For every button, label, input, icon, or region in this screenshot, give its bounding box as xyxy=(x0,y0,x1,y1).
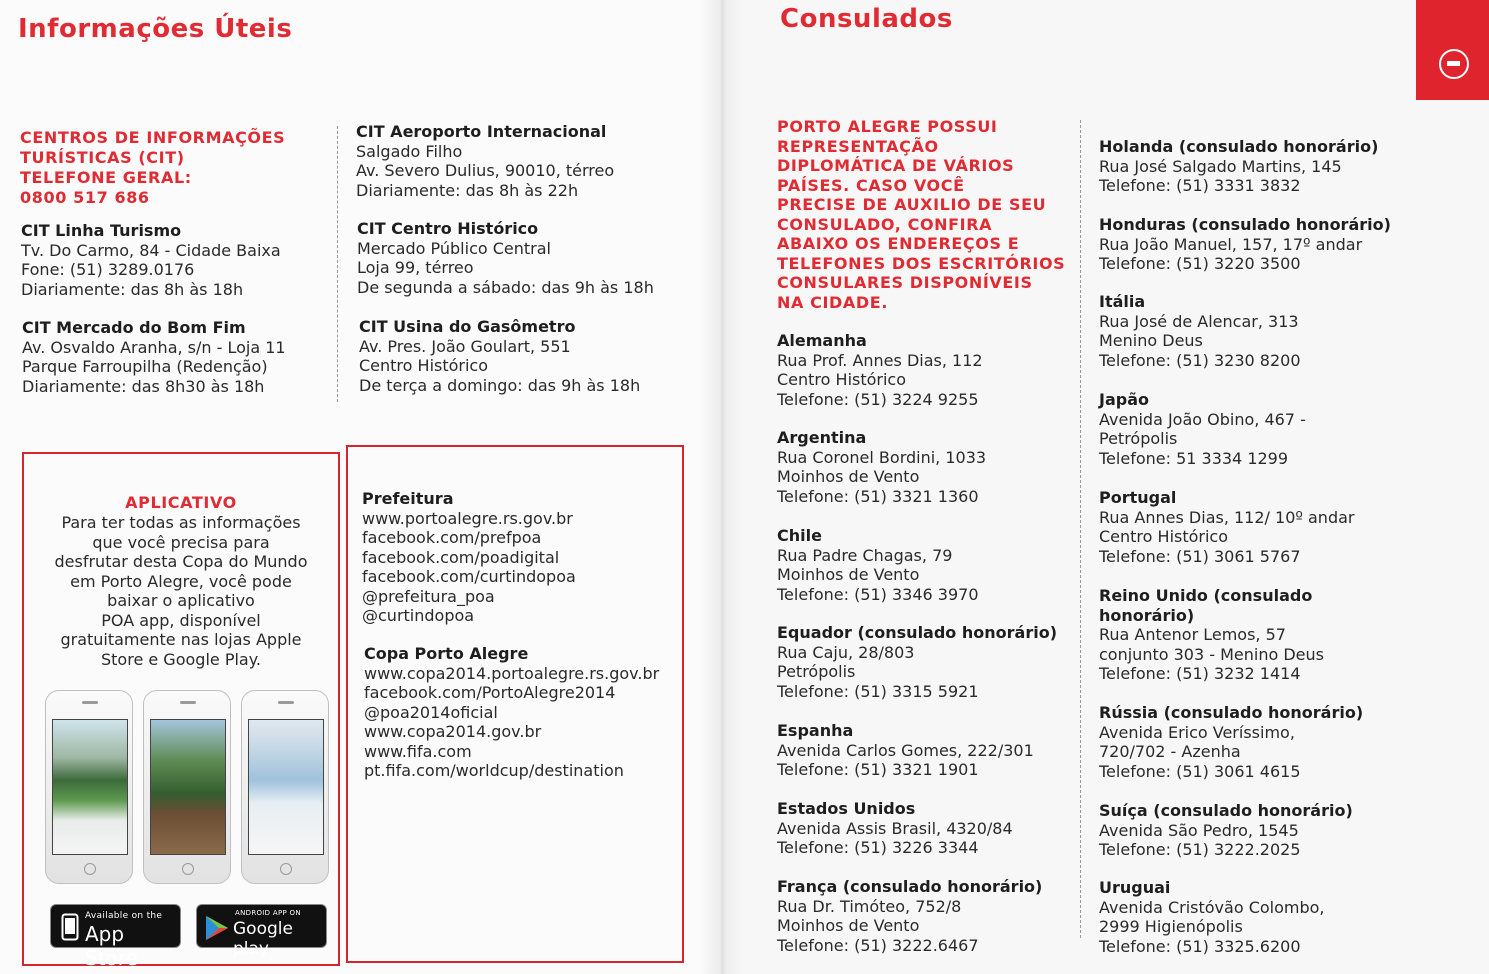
consulate-name: Uruguai xyxy=(1099,878,1171,897)
app-text-line: Store e Google Play. xyxy=(101,649,261,669)
consulate-line: Rua Caju, 28/803 xyxy=(777,642,915,662)
intro-line: PRECISE DE AUXILIO DE SEU xyxy=(777,195,1047,214)
consulate-line: Rua Antenor Lemos, 57 xyxy=(1099,625,1286,644)
consulate-line: Petrópolis xyxy=(777,662,856,681)
consulate-line: Moinhos de Vento xyxy=(777,565,920,584)
consulate-line: Rua Prof. Annes Dias, 112 xyxy=(777,350,983,370)
cit-line: Av. Pres. João Goulart, 551 xyxy=(359,336,571,356)
cit-line: Av. Severo Dulius, 90010, térreo xyxy=(356,161,615,180)
cit-line: Centro Histórico xyxy=(359,356,489,375)
intro-line: CONSULARES DISPONÍVEIS xyxy=(777,273,1033,292)
app-text-line: desfrutar desta Copa do Mundo xyxy=(54,552,308,571)
section-tab xyxy=(1416,0,1489,100)
intro-line: PAÍSES. CASO VOCÊ xyxy=(777,175,965,195)
cit-centro-historico xyxy=(357,219,654,297)
consulate-line: Telefone: (51) 3321 1360 xyxy=(777,486,979,506)
consulate-entry xyxy=(777,526,979,604)
consulate-line: Avenida Cristóvão Colombo, xyxy=(1099,897,1325,917)
cit-line: Salgado Filho xyxy=(356,141,463,161)
app-text-line: que você precisa para xyxy=(92,532,270,552)
cit-name: CIT Mercado do Bom Fim xyxy=(22,318,246,337)
app-store-small-text: Available on the xyxy=(85,911,163,921)
consulate-line: 720/702 - Azenha xyxy=(1099,742,1241,761)
intro-line: ABAIXO OS ENDEREÇOS E xyxy=(777,234,1020,253)
consulate-entry xyxy=(1099,137,1378,196)
consulate-line: Moinhos de Vento xyxy=(777,467,920,486)
phone-image xyxy=(45,690,133,884)
consulate-line: Telefone: (51) 3222.6467 xyxy=(777,935,979,955)
consulate-name: Argentina xyxy=(777,428,867,447)
consulate-line: Avenida Erico Veríssimo, xyxy=(1099,722,1295,742)
intro-line: NA CIDADE. xyxy=(777,292,888,312)
consulate-line: Telefone: (51) 3232 1414 xyxy=(1099,664,1301,683)
cit-line: Diariamente: das 8h30 às 18h xyxy=(22,376,265,396)
google-play-badge[interactable] xyxy=(196,904,327,959)
phone-icon xyxy=(61,913,79,941)
consulate-line: Telefone: (51) 3321 1901 xyxy=(777,760,979,779)
cit-header-line: CENTROS DE INFORMAÇÕES xyxy=(20,128,286,147)
app-text-line: baixar o aplicativo xyxy=(107,591,255,610)
link-line: www.copa2014.portoalegre.rs.gov.br xyxy=(364,663,660,683)
intro-line: REPRESENTAÇÃO xyxy=(777,136,939,156)
page-gutter xyxy=(700,0,744,974)
consulate-name: Itália xyxy=(1099,292,1146,311)
consulate-entry xyxy=(1099,801,1353,860)
consulate-line: Telefone: (51) 3061 4615 xyxy=(1099,761,1301,781)
right-page-title: Consulados xyxy=(780,4,953,34)
phone-image xyxy=(241,690,329,884)
cit-line: Loja 99, térreo xyxy=(357,258,474,277)
google-play-small-text: ANDROID APP ON xyxy=(235,909,301,917)
app-phone-images xyxy=(45,690,329,884)
consulate-line: Rua Padre Chagas, 79 xyxy=(777,545,953,565)
consulate-line: Telefone: (51) 3220 3500 xyxy=(1099,254,1301,273)
consulate-line: 2999 Higienópolis xyxy=(1099,917,1243,936)
intro-line: PORTO ALEGRE POSSUI xyxy=(777,117,998,136)
consulate-entry xyxy=(777,799,1013,858)
consulate-entry xyxy=(1099,703,1363,781)
consulate-line: Avenida São Pedro, 1545 xyxy=(1099,820,1299,840)
consulate-line: conjunto 303 - Menino Deus xyxy=(1099,644,1324,664)
app-box-text xyxy=(22,513,340,669)
consulate-entry xyxy=(1099,390,1306,468)
link-line: pt.fifa.com/worldcup/destination xyxy=(364,761,624,780)
consulate-name: Holanda (consulado honorário) xyxy=(1099,137,1379,156)
consulate-line: Rua Dr. Timóteo, 752/8 xyxy=(777,896,962,916)
consulate-line: Rua José de Alencar, 313 xyxy=(1099,311,1299,331)
google-play-big-text: Google play xyxy=(233,919,293,959)
consulate-line: Rua José Salgado Martins, 145 xyxy=(1099,156,1342,176)
intro-line: CONSULADO, CONFIRA xyxy=(777,214,993,234)
consulate-name: honorário) xyxy=(1099,605,1195,625)
app-box-title: APLICATIVO xyxy=(125,493,237,512)
consulate-name: Portugal xyxy=(1099,488,1177,507)
consulate-line: Telefone: 51 3334 1299 xyxy=(1099,448,1289,468)
app-store-big-text: App Store xyxy=(85,922,138,970)
app-text-line: Para ter todas as informações xyxy=(61,513,301,532)
cit-usina-gasometro xyxy=(359,317,640,395)
link-line: facebook.com/curtindopoa xyxy=(362,567,576,586)
consulate-name: França (consulado honorário) xyxy=(777,877,1043,896)
links-group-name: Prefeitura xyxy=(362,489,454,508)
consulate-name: Espanha xyxy=(777,721,854,740)
consulate-name: Rússia (consulado honorário) xyxy=(1099,703,1364,722)
link-line: facebook.com/prefpoa xyxy=(362,528,542,547)
cit-line: Diariamente: das 8h às 22h xyxy=(356,180,579,200)
consulate-line: Telefone: (51) 3230 8200 xyxy=(1099,350,1301,370)
phone-image xyxy=(143,690,231,884)
consulate-entry xyxy=(1099,292,1301,370)
cit-line: Av. Osvaldo Aranha, s/n - Loja 11 xyxy=(22,337,286,357)
consulate-line: Telefone: (51) 3061 5767 xyxy=(1099,546,1301,566)
consulate-name: Alemanha xyxy=(777,331,867,350)
consulate-line: Avenida Carlos Gomes, 222/301 xyxy=(777,740,1034,760)
consulate-line: Menino Deus xyxy=(1099,331,1203,350)
link-line: @curtindopoa xyxy=(362,606,475,625)
cit-line: De terça a domingo: das 9h às 18h xyxy=(359,375,641,395)
cit-header-line: TURÍSTICAS (CIT) xyxy=(20,148,185,167)
consulates-intro xyxy=(777,117,1065,312)
intro-line: TELEFONES DOS ESCRITÓRIOS xyxy=(777,253,1066,273)
consulate-entry xyxy=(777,877,1042,955)
consulate-line: Rua Coronel Bordini, 1033 xyxy=(777,447,987,467)
consulates-column-divider xyxy=(1080,120,1081,938)
consulate-entry xyxy=(1099,488,1354,566)
consulate-name: Chile xyxy=(777,526,822,545)
link-line: facebook.com/poadigital xyxy=(362,547,560,567)
consulate-entry xyxy=(777,623,1057,701)
consulate-line: Telefone: (51) 3325.6200 xyxy=(1099,936,1301,956)
cit-mercado-bom-fim xyxy=(22,318,286,396)
cit-name: CIT Centro Histórico xyxy=(357,219,539,238)
consulate-entry xyxy=(777,721,1034,780)
cit-line: Mercado Público Central xyxy=(357,238,551,258)
link-line: @poa2014oficial xyxy=(364,702,498,722)
consulate-line: Rua Annes Dias, 112/ 10º andar xyxy=(1099,507,1355,527)
consulate-entry xyxy=(777,331,983,409)
consulate-line: Telefone: (51) 3346 3970 xyxy=(777,584,979,604)
consulate-line: Telefone: (51) 3222.2025 xyxy=(1099,840,1301,859)
cit-line: Diariamente: das 8h às 18h xyxy=(21,279,244,299)
consulate-name: Equador (consulado honorário) xyxy=(777,623,1057,642)
intro-line: DIPLOMÁTICA DE VÁRIOS xyxy=(777,156,1015,175)
app-text-line: gratuitamente nas lojas Apple xyxy=(60,630,302,649)
copa-links xyxy=(364,644,659,781)
consulate-name: Reino Unido (consulado xyxy=(1099,586,1313,605)
app-text-line: POA app, disponível xyxy=(101,610,261,630)
cit-header-line: TELEFONE GERAL: xyxy=(20,168,192,187)
link-line: www.fifa.com xyxy=(364,741,472,761)
cit-header xyxy=(20,128,285,208)
consulate-entry xyxy=(1099,878,1325,956)
minus-circle-icon xyxy=(1439,49,1469,79)
consulate-line: Telefone: (51) 3226 3344 xyxy=(777,838,979,857)
cit-line: Tv. Do Carmo, 84 - Cidade Baixa xyxy=(21,240,281,260)
consulate-name: Estados Unidos xyxy=(777,799,916,818)
consulate-line: Telefone: (51) 3224 9255 xyxy=(777,389,979,409)
consulate-name: Suíça (consulado honorário) xyxy=(1099,801,1353,820)
cit-line: Fone: (51) 3289.0176 xyxy=(21,260,195,279)
cit-name: CIT Aeroporto Internacional xyxy=(356,122,607,141)
consulate-name: Japão xyxy=(1099,390,1149,409)
prefeitura-links xyxy=(362,489,576,626)
consulate-line: Moinhos de Vento xyxy=(777,916,920,935)
consulate-entry xyxy=(1099,586,1324,684)
consulate-line: Avenida Assis Brasil, 4320/84 xyxy=(777,818,1013,838)
consulate-entry xyxy=(1099,215,1391,274)
link-line: www.copa2014.gov.br xyxy=(364,722,542,741)
cit-phone: 0800 517 686 xyxy=(20,188,150,207)
app-store-badge[interactable] xyxy=(50,904,181,970)
play-icon xyxy=(205,915,229,941)
cit-linha-turismo xyxy=(21,221,281,299)
consulate-line: Telefone: (51) 3331 3832 xyxy=(1099,176,1301,195)
left-page-title: Informações Úteis xyxy=(18,14,293,44)
cit-aeroporto xyxy=(356,122,614,200)
cit-line: Parque Farroupilha (Redenção) xyxy=(22,357,268,376)
link-line: @prefeitura_poa xyxy=(362,586,495,606)
cit-name: CIT Usina do Gasômetro xyxy=(359,317,576,336)
consulate-line: Petrópolis xyxy=(1099,429,1178,448)
consulate-line: Telefone: (51) 3315 5921 xyxy=(777,681,979,701)
column-divider xyxy=(337,126,338,402)
consulate-line: Avenida João Obino, 467 - xyxy=(1099,409,1306,429)
link-line: www.portoalegre.rs.gov.br xyxy=(362,508,573,528)
consulate-line: Centro Histórico xyxy=(777,370,907,389)
cit-line: De segunda a sábado: das 9h às 18h xyxy=(357,277,654,297)
consulate-entry xyxy=(777,428,986,506)
app-text-line: em Porto Alegre, você pode xyxy=(70,571,292,591)
links-group-name: Copa Porto Alegre xyxy=(364,644,529,663)
cit-name: CIT Linha Turismo xyxy=(21,221,182,240)
consulate-name: Honduras (consulado honorário) xyxy=(1099,215,1391,234)
consulate-line: Centro Histórico xyxy=(1099,527,1229,546)
link-line: facebook.com/PortoAlegre2014 xyxy=(364,683,616,702)
consulate-line: Rua João Manuel, 157, 17º andar xyxy=(1099,234,1363,254)
